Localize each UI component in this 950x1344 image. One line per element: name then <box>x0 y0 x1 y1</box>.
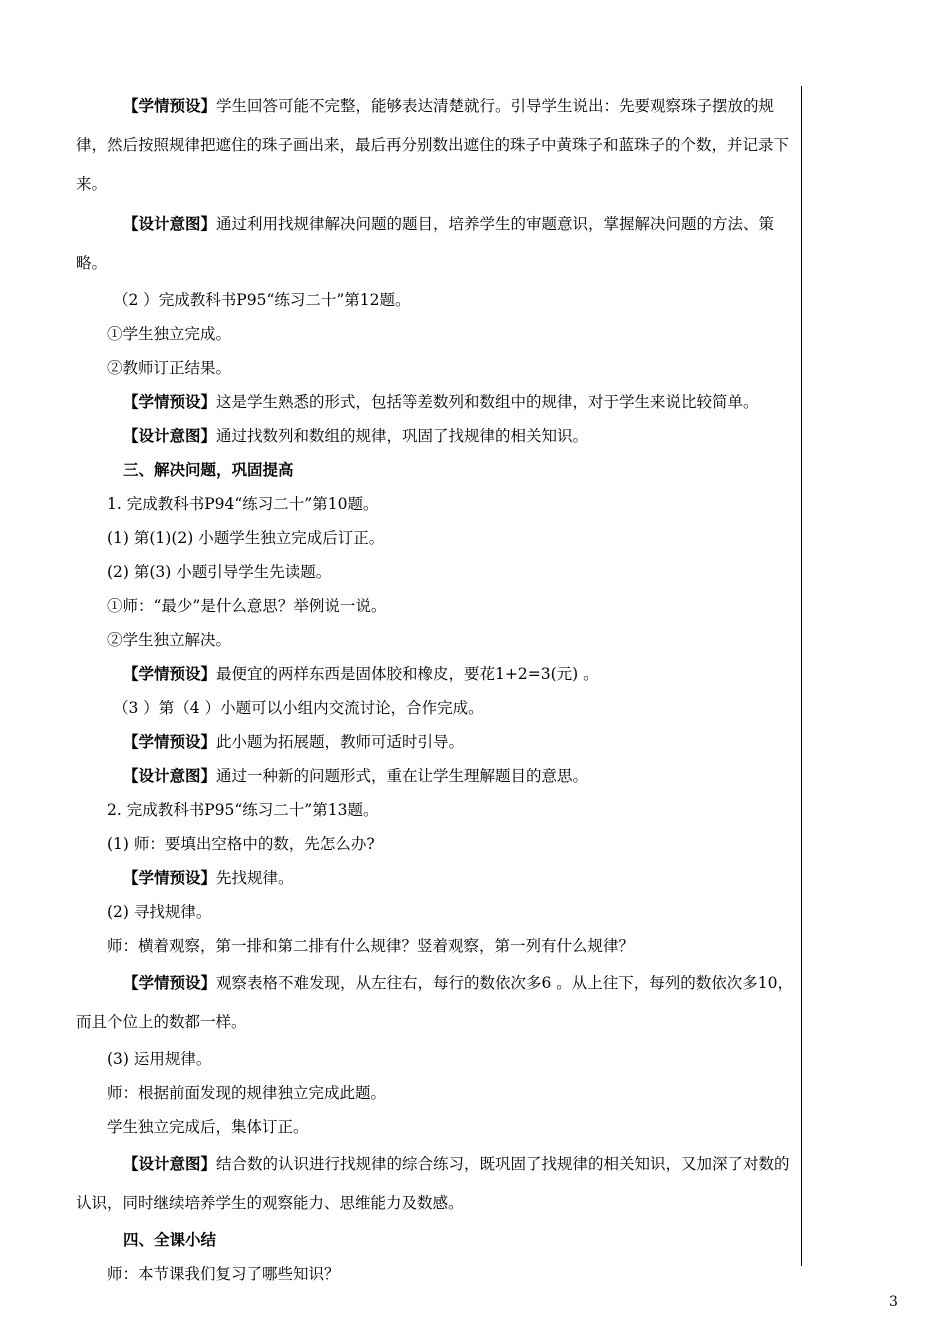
paragraph-learning-preset <box>76 86 804 204</box>
paragraph-text: 师：根据前面发现的规律独立完成此题。 <box>107 1084 387 1102</box>
paragraph <box>76 1042 804 1076</box>
paragraph-text: 结合数的认识进行找规律的综合练习，既巩固了找规律的相关知识，又加深了对数的认识，同时继续培养学生的观察能力、思维能力及数感。 <box>76 1155 790 1212</box>
paragraph-tag: 【设计意图】 <box>123 426 217 445</box>
page-number: 3 <box>889 1294 898 1310</box>
paragraph <box>76 691 804 725</box>
paragraph <box>76 793 804 827</box>
paragraph-design-intent <box>76 419 804 453</box>
paragraph-text: 通过利用找规律解决问题的题目，培养学生的审题意识，掌握解决问题的方法、策略。 <box>76 215 775 272</box>
paragraph <box>76 1076 804 1110</box>
paragraph <box>76 1110 804 1144</box>
document-body <box>76 86 804 1291</box>
paragraph-tag: 【设计意图】 <box>123 766 217 785</box>
paragraph-tag: 【学情预设】 <box>123 392 217 411</box>
paragraph-learning-preset <box>76 725 804 759</box>
paragraph-design-intent <box>76 204 804 283</box>
paragraph <box>76 623 804 657</box>
paragraph-text: （2 ）完成教科书P95“练习二十”第12题。 <box>113 291 411 309</box>
paragraph-tag: 【学情预设】 <box>123 868 217 887</box>
paragraph <box>76 487 804 521</box>
paragraph-tag: 【设计意图】 <box>123 1154 217 1173</box>
paragraph-text: 先找规律。 <box>216 869 294 887</box>
paragraph <box>76 555 804 589</box>
paragraph <box>76 1257 804 1291</box>
paragraph <box>76 589 804 623</box>
section-heading: 四、全课小结 <box>123 1230 217 1249</box>
paragraph-tag: 【设计意图】 <box>123 214 217 233</box>
paragraph-text: （3 ）第（4 ）小题可以小组内交流讨论，合作完成。 <box>113 699 484 717</box>
paragraph <box>76 521 804 555</box>
paragraph-learning-preset <box>76 657 804 691</box>
paragraph <box>76 929 804 963</box>
paragraph-text: 通过找数列和数组的规律，巩固了找规律的相关知识。 <box>216 427 589 445</box>
paragraph-text: ①师：“最少”是什么意思？举例说一说。 <box>107 597 387 615</box>
paragraph-text: 最便宜的两样东西是固体胶和橡皮，要花1+2=3(元) 。 <box>216 665 599 683</box>
paragraph-design-intent <box>76 759 804 793</box>
paragraph-tag: 【学情预设】 <box>123 973 217 992</box>
paragraph-text: 1. 完成教科书P94“练习二十”第10题。 <box>107 495 379 513</box>
paragraph-text: (3) 运用规律。 <box>107 1050 212 1068</box>
paragraph-text: 通过一种新的问题形式，重在让学生理解题目的意思。 <box>216 767 589 785</box>
paragraph-text: 学生独立完成后，集体订正。 <box>107 1118 309 1136</box>
paragraph-text: 师：本节课我们复习了哪些知识？ <box>107 1265 340 1283</box>
paragraph-tag: 【学情预设】 <box>123 664 217 683</box>
section-heading: 三、解决问题，巩固提高 <box>123 460 294 479</box>
paragraph <box>76 317 804 351</box>
paragraph-text: (2) 寻找规律。 <box>107 903 212 921</box>
paragraph-tag: 【学情预设】 <box>123 732 217 751</box>
paragraph-text: ①学生独立完成。 <box>107 325 232 343</box>
paragraph <box>76 283 804 317</box>
paragraph-text: ②学生独立解决。 <box>107 631 232 649</box>
paragraph-text: 观察表格不难发现，从左往右，每行的数依次多6 。从上往下，每列的数依次多10，而且个位上的数都一样。 <box>76 974 794 1031</box>
paragraph-text: 2. 完成教科书P95“练习二十”第13题。 <box>107 801 379 819</box>
paragraph-design-intent <box>76 1144 804 1223</box>
paragraph <box>76 827 804 861</box>
paragraph-text: (1) 师：要填出空格中的数，先怎么办? <box>107 835 375 853</box>
paragraph-text: (2) 第(3) 小题引导学生先读题。 <box>107 563 332 581</box>
paragraph-text: (1) 第(1)(2) 小题学生独立完成后订正。 <box>107 529 385 547</box>
paragraph-tag: 【学情预设】 <box>123 96 217 115</box>
paragraph-text: ②教师订正结果。 <box>107 359 232 377</box>
paragraph <box>76 895 804 929</box>
paragraph-learning-preset <box>76 861 804 895</box>
paragraph <box>76 351 804 385</box>
paragraph-text: 学生回答可能不完整，能够表达清楚就行。引导学生说出：先要观察珠子摆放的规律，然后按照规律把遮住的珠子画出来，最后再分别数出遮住的珠子中黄珠子和蓝珠子的个数，并记录下来。 <box>76 97 790 193</box>
paragraph-learning-preset <box>76 963 804 1042</box>
paragraph-text: 师：横着观察，第一排和第二排有什么规律？竖着观察，第一列有什么规律？ <box>107 937 635 955</box>
paragraph-text: 此小题为拓展题，教师可适时引导。 <box>216 733 465 751</box>
paragraph-text: 这是学生熟悉的形式，包括等差数列和数组中的规律，对于学生来说比较简单。 <box>216 393 759 411</box>
paragraph-learning-preset <box>76 385 804 419</box>
